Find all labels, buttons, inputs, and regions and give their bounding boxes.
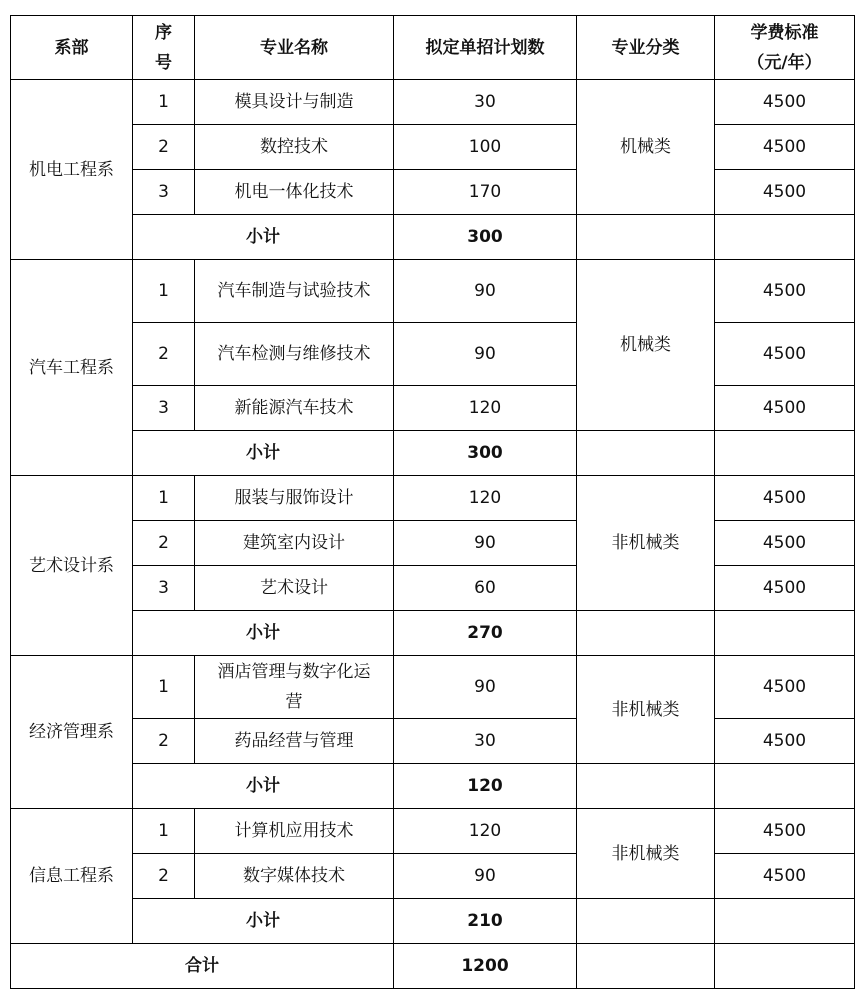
seq-cell: 3: [133, 170, 195, 215]
subtotal-label: 小计: [133, 431, 394, 476]
header-category: 专业分类: [577, 16, 715, 80]
dept-name: 汽车工程系: [11, 260, 133, 476]
table-row: [11, 719, 855, 764]
empty-cell: [577, 764, 715, 809]
plan-cell: 120: [394, 386, 577, 431]
empty-cell: [577, 215, 715, 260]
plan-cell: 30: [394, 719, 577, 764]
table-row: [11, 656, 855, 719]
header-fee: 学费标准（元/年）: [715, 16, 855, 80]
plan-cell: 30: [394, 80, 577, 125]
category-cell: 机械类: [577, 80, 715, 215]
major-name-cell: 药品经营与管理: [195, 719, 394, 764]
subtotal-row: [11, 899, 855, 944]
table-row: [11, 854, 855, 899]
table-row: [11, 809, 855, 854]
major-name-cell: 数控技术: [195, 125, 394, 170]
subtotal-row: [11, 431, 855, 476]
seq-cell: 3: [133, 386, 195, 431]
fee-cell: 4500: [715, 521, 855, 566]
fee-cell: 4500: [715, 170, 855, 215]
fee-cell: 4500: [715, 323, 855, 386]
seq-cell: 2: [133, 854, 195, 899]
table-row: [11, 323, 855, 386]
subtotal-label: 小计: [133, 899, 394, 944]
empty-cell: [715, 215, 855, 260]
seq-cell: 2: [133, 323, 195, 386]
fee-cell: 4500: [715, 854, 855, 899]
seq-cell: 3: [133, 566, 195, 611]
table-row: [11, 386, 855, 431]
seq-cell: 2: [133, 125, 195, 170]
table-row: [11, 80, 855, 125]
empty-cell: [715, 611, 855, 656]
seq-cell: 1: [133, 476, 195, 521]
table-row: [11, 260, 855, 323]
table-row: [11, 521, 855, 566]
plan-cell: 90: [394, 854, 577, 899]
dept-name: 经济管理系: [11, 656, 133, 809]
plan-cell: 90: [394, 656, 577, 719]
dept-name: 机电工程系: [11, 80, 133, 260]
fee-cell: 4500: [715, 719, 855, 764]
major-name-cell: 数字媒体技术: [195, 854, 394, 899]
empty-cell: [715, 764, 855, 809]
fee-cell: 4500: [715, 260, 855, 323]
seq-cell: 1: [133, 260, 195, 323]
plan-cell: 100: [394, 125, 577, 170]
subtotal-row: [11, 611, 855, 656]
table-row: [11, 170, 855, 215]
total-label: 合计: [11, 944, 394, 989]
major-name-cell: 艺术设计: [195, 566, 394, 611]
major-name-cell: 新能源汽车技术: [195, 386, 394, 431]
empty-cell: [715, 899, 855, 944]
subtotal-value: 120: [394, 764, 577, 809]
major-name-cell: 汽车制造与试验技术: [195, 260, 394, 323]
subtotal-value: 300: [394, 431, 577, 476]
header-plan: 拟定单招计划数: [394, 16, 577, 80]
plan-cell: 90: [394, 323, 577, 386]
fee-cell: 4500: [715, 386, 855, 431]
empty-cell: [577, 611, 715, 656]
major-name-cell: 服装与服饰设计: [195, 476, 394, 521]
plan-cell: 120: [394, 476, 577, 521]
plan-cell: 170: [394, 170, 577, 215]
table-row: [11, 566, 855, 611]
table-row: [11, 476, 855, 521]
major-name-cell: 酒店管理与数字化运营: [195, 656, 394, 719]
subtotal-label: 小计: [133, 611, 394, 656]
subtotal-value: 270: [394, 611, 577, 656]
major-name-cell: 计算机应用技术: [195, 809, 394, 854]
plan-cell: 90: [394, 521, 577, 566]
major-name-cell: 汽车检测与维修技术: [195, 323, 394, 386]
plan-cell: 60: [394, 566, 577, 611]
header-row: [11, 16, 855, 80]
plan-cell: 90: [394, 260, 577, 323]
subtotal-label: 小计: [133, 215, 394, 260]
category-cell: 非机械类: [577, 476, 715, 611]
subtotal-value: 210: [394, 899, 577, 944]
category-cell: 非机械类: [577, 809, 715, 899]
fee-cell: 4500: [715, 566, 855, 611]
fee-cell: 4500: [715, 476, 855, 521]
seq-cell: 2: [133, 521, 195, 566]
empty-cell: [577, 944, 715, 989]
seq-cell: 1: [133, 656, 195, 719]
seq-cell: 2: [133, 719, 195, 764]
dept-name: 艺术设计系: [11, 476, 133, 656]
header-seq: 序号: [133, 16, 195, 80]
empty-cell: [715, 431, 855, 476]
category-cell: 非机械类: [577, 656, 715, 764]
fee-cell: 4500: [715, 656, 855, 719]
header-dept: 系部: [11, 16, 133, 80]
table-body: [11, 80, 855, 989]
subtotal-value: 300: [394, 215, 577, 260]
total-value: 1200: [394, 944, 577, 989]
dept-name: 信息工程系: [11, 809, 133, 944]
subtotal-row: [11, 215, 855, 260]
category-cell: 机械类: [577, 260, 715, 431]
major-name-cell: 模具设计与制造: [195, 80, 394, 125]
total-row: [11, 944, 855, 989]
fee-cell: 4500: [715, 125, 855, 170]
seq-cell: 1: [133, 80, 195, 125]
subtotal-row: [11, 764, 855, 809]
empty-cell: [577, 899, 715, 944]
fee-cell: 4500: [715, 80, 855, 125]
seq-cell: 1: [133, 809, 195, 854]
plan-cell: 120: [394, 809, 577, 854]
major-name-cell: 机电一体化技术: [195, 170, 394, 215]
fee-cell: 4500: [715, 809, 855, 854]
major-name-cell: 建筑室内设计: [195, 521, 394, 566]
enrollment-plan-table: [10, 15, 855, 989]
subtotal-label: 小计: [133, 764, 394, 809]
empty-cell: [715, 944, 855, 989]
table-row: [11, 125, 855, 170]
header-major: 专业名称: [195, 16, 394, 80]
empty-cell: [577, 431, 715, 476]
